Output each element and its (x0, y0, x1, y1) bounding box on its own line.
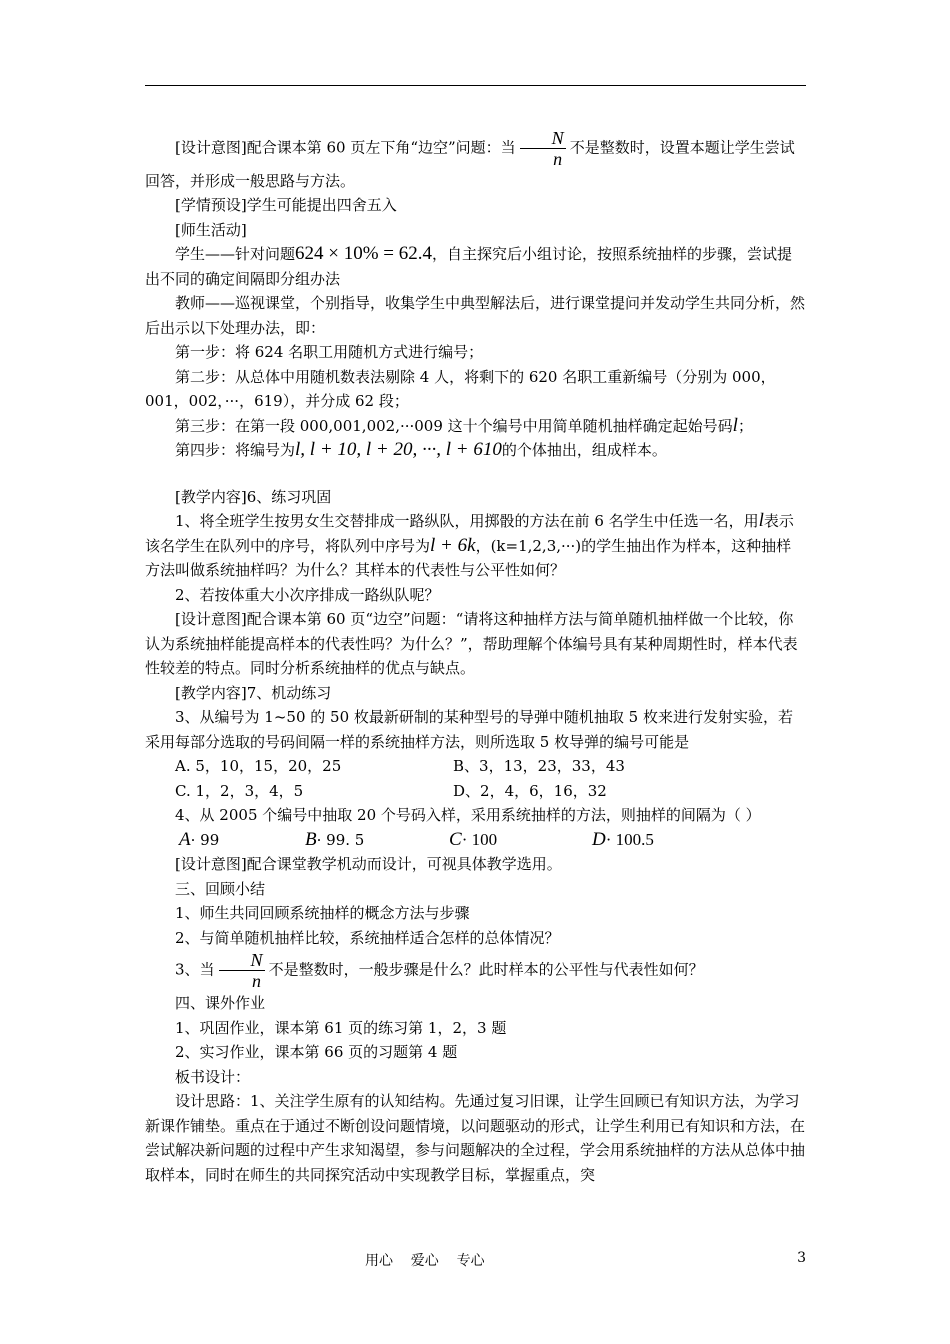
options-row-ab (145, 754, 806, 779)
option-b: B、3，13，23，33，43 (453, 757, 625, 775)
choice-a (179, 828, 305, 853)
formula: l + 6k (430, 534, 476, 556)
choice-letter: D (592, 828, 606, 850)
choice-value: · 100 (461, 829, 498, 849)
fraction-n-over-n (219, 950, 265, 991)
option-a: A. 5，10，15，20，25 (175, 757, 342, 775)
text: 表示该名学生在队列中的序号，将队列中序号为 (145, 512, 794, 555)
formula: l (758, 510, 764, 531)
fraction-numerator: N (219, 950, 265, 971)
formula: 624 × 10% = 62.4 (295, 243, 433, 264)
paragraph-exercise-3: 3、从编号为 1~50 的 50 枚最新研制的某种型号的导弹中随机抽取 5 枚来进行发射实验，若采用每部分选取的号码间隔一样的系统抽样方法，则所选取 5 枚导弹的编号可能是 (145, 708, 793, 751)
paragraph-design-intent-2: [设计意图]配合课本第 60 页“边空”问题：“请将这种抽样方法与简单随机抽样做一个比较，你认为系统抽样能提高样本的代表性吗？为什么？”，帮助理解个体编号具有某种周期性时，样本代表性较差的特点。同时分析系统抽样的优点与缺点。 (145, 610, 798, 677)
formula: l (732, 414, 738, 436)
option-d: D、2，4，6，16，32 (453, 781, 607, 800)
fraction-n-over-n (520, 128, 566, 169)
options-row-cd (145, 779, 806, 804)
fraction-denominator: n (252, 971, 262, 991)
paragraph-design-intent-3: [设计意图]配合课堂教学机动而设计，可视具体教学选用。 (175, 855, 562, 873)
paragraph-review-3 (145, 950, 806, 991)
choices-row (145, 828, 806, 853)
paragraph-teacher-activity: 教师——巡视课堂，个别指导，收集学生中典型解法后，进行课堂提问并发动学生共同分析，然后出示以下处理办法，即： (145, 294, 806, 337)
text: 第三步：在第一段 000,001,002,···009 这十个编号中用简单随机抽样确定起始号码 (175, 416, 733, 435)
text: 不是整数时，设置本题让学生尝试回答，并形成一般思路与方法。 (145, 138, 795, 190)
choice-letter: A (179, 828, 191, 850)
choice-letter: B (305, 828, 317, 850)
choice-letter: C (449, 828, 462, 850)
text: 的个体抽出，组成样本。 (501, 441, 667, 459)
text: 第四步：将编号为 (175, 441, 296, 459)
choice-d (592, 828, 654, 853)
fraction-denominator: n (553, 149, 563, 169)
text: ，自主探究后小组讨论，按照系统抽样的步骤，尝试提出不同的确定间隔即分组办法 (145, 245, 793, 288)
option-c: C. 1，2，3，4，5 (175, 781, 304, 800)
paragraph-section-6: [教学内容]6、练习巩固 (175, 487, 332, 506)
paragraph-student-preset: [学情预设]学生可能提出四舍五入 (175, 196, 397, 214)
paragraph-design-intent-1 (145, 128, 806, 193)
text: 不是整数时，一般步骤是什么？此时样本的公平性与代表性如何？ (268, 960, 704, 979)
paragraph-board-design: 板书设计： (175, 1067, 251, 1086)
paragraph-homework-heading: 四、课外作业 (175, 994, 266, 1012)
choice-c (449, 828, 592, 853)
choice-value: · 99. 5 (316, 830, 365, 849)
text: 1、将全班学生按男女生交替排成一路纵队，用掷骰的方法在前 6 名学生中任选一名，用 (175, 512, 759, 530)
paragraph-section-7: [教学内容]7、机动练习 (175, 683, 332, 702)
footer-motto: 用心 爱心 专心 (365, 1253, 485, 1269)
choice-b (305, 828, 449, 853)
text: ，(k=1,2,3,···)的学生抽出作为样本，这种抽样方法叫做系统抽样吗？为什么？其样本的代表性与公平性如何？ (145, 536, 792, 579)
choice-value: · 100.5 (605, 829, 654, 849)
header-rule (145, 85, 806, 86)
text: [设计意图]配合课本第 60 页左下角“边空”问题：当 (175, 138, 516, 157)
paragraph-review-1: 1、师生共同回顾系统抽样的概念方法与步骤 (175, 904, 470, 922)
paragraph-step-3 (145, 414, 806, 439)
page-number: 3 (797, 1250, 806, 1266)
fraction-numerator: N (520, 128, 566, 149)
paragraph-review-heading: 三、回顾小结 (175, 879, 266, 898)
paragraph-homework-1: 1、巩固作业，课本第 61 页的练习第 1，2，3 题 (175, 1018, 507, 1037)
document-body (145, 128, 806, 1187)
text: ； (737, 416, 753, 435)
paragraph-exercise-4: 4、从 2005 个编号中抽取 20 个号码入样，采用系统抽样的方法，则抽样的间隔为（ ） (175, 806, 761, 824)
paragraph-exercise-2: 2、若按体重大小次序排成一路纵队呢？ (175, 585, 440, 604)
paragraph-student-activity (145, 242, 806, 291)
paragraph-step-2: 第二步：从总体中用随机数表法剔除 4 人，将剩下的 620 名职工重新编号（分别为 000，001，002，···，619），并分成 62 段； (145, 367, 776, 410)
paragraph-exercise-1 (145, 509, 806, 583)
paragraph-design-rationale: 设计思路：1、关注学生原有的认知结构。先通过复习旧课，让学生回顾已有知识方法，为学习新课作铺垫。重点在于通过不断创设问题情境，以问题驱动的形式，让学生利用已有知识和方法，在尝试解决新问题的过程中产生求知渴望，参与问题解决的全过程，学会用系统抽样的方法从总体中抽取样本，同时在师生的共同探究活动中实现教学目标，掌握重点，突 (145, 1092, 806, 1184)
spacer (145, 463, 806, 485)
paragraph-review-2: 2、与简单随机抽样比较，系统抽样适合怎样的总体情况？ (175, 928, 560, 947)
choice-value: · 99 (190, 830, 220, 849)
text: 学生——针对问题 (175, 245, 296, 263)
paragraph-step-4 (145, 438, 806, 463)
paragraph-activity-heading: [师生活动] (175, 220, 247, 239)
text: 3、当 (175, 960, 215, 979)
formula: l, l + 10, l + 20, ···, l + 610 (295, 439, 502, 460)
paragraph-step-1: 第一步：将 624 名职工用随机方式进行编号； (175, 343, 484, 361)
paragraph-homework-2: 2、实习作业，课本第 66 页的习题第 4 题 (175, 1043, 458, 1061)
